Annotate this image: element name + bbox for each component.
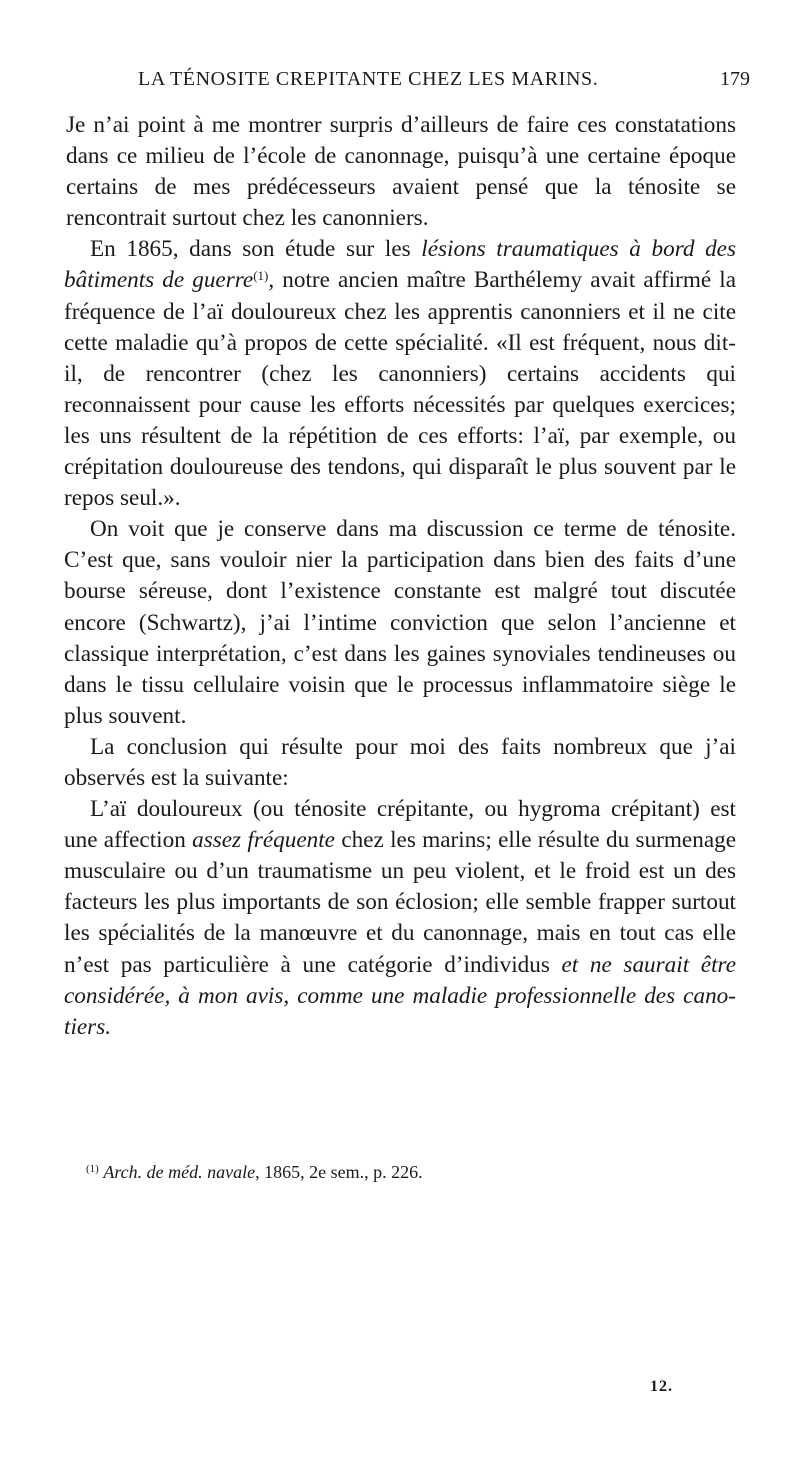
running-head bbox=[60, 68, 750, 102]
paragraph-2 bbox=[64, 234, 736, 514]
signature-mark: 12. bbox=[650, 1378, 673, 1395]
paragraph-5-italic-a: assez fréquente bbox=[192, 827, 335, 854]
footnote-source: Arch. de méd. navale bbox=[103, 1162, 256, 1182]
paragraph-3: On voit que je conserve dans ma discussion ce terme de ténosite. C’est que, sans vouloir nier la participation dans bien des faits d’une bourse séreuse, dont l’existence constante est malgré tout discutée encore (Schwartz), j’ai l’intime conviction que selon l’ancienne et classique interprétation, c’est dans les gaines synoviales tendineuses ou dans le tissu cellulaire voisin que le processus inflammatoire siège le plus souvent. bbox=[64, 516, 736, 729]
body-text bbox=[64, 110, 736, 1043]
paragraph-2-text-b: , notre ancien maître Barthélemy avait affirmé la fréquence de l’aï douloureux chez les apprentis canonniers et il ne cite cette maladie qu’à propos de cette spécialité. «Il est fréquent, nous dit-il, de rencontrer (chez les canonniers) certains accidents qui reconnaissent pour cause les efforts nécessités par quelques exercices; les uns résultent de la répétition de ces efforts: l’aï, par exemple, ou crépitation douloureuse des tendons, qui disparaît le plus souvent par le repos seul.». bbox=[64, 267, 736, 512]
running-title: LA TÉNOSITE CREPITANTE CHEZ LES MARINS. bbox=[138, 68, 599, 90]
footnote bbox=[86, 1160, 726, 1184]
footnote-reference: (1) bbox=[253, 268, 269, 284]
page-number: 179 bbox=[720, 68, 750, 90]
paragraph-1: Je n’ai point à me montrer surpris d’ailleurs de faire ces constatations dans ce milieu de l’école de canonnage, puisqu’à une certaine époque certains de mes prédécesseurs avaient pensé que la ténosite se rencontrait surtout chez les canonniers. bbox=[66, 112, 736, 232]
paragraph-5-text-a: L’aï douloureux (ou ténosite crépitante, ou hygroma crépitant) est une affection bbox=[64, 796, 736, 854]
footnote-details: , 1865, 2e sem., p. 226. bbox=[255, 1162, 423, 1182]
paragraph-2-text-a: En 1865, dans son étude sur les bbox=[90, 236, 422, 263]
footnote-marker: (1) bbox=[86, 1163, 99, 1175]
paragraph-5 bbox=[64, 794, 736, 1043]
paragraph-5-italic-b: et ne saurait être considérée, à mon avis, comme une maladie professionnelle des canotiers. bbox=[64, 951, 736, 1040]
paragraph-2-italic-title: lésions traumatiques à bord des bâtiments de guerre bbox=[64, 236, 736, 294]
paragraph-4: La conclusion qui résulte pour moi des faits nombreux que j’ai observés est la suivante: bbox=[64, 733, 736, 791]
paragraph-5-text-b: chez les marins; elle résulte du surmenage musculaire ou d’un traumatisme un peu violent, et le froid est un des facteurs les plus importants de son éclosion; elle semble frapper surtout les spécialités de la manœuvre et du canonnage, mais en tout cas elle n’est pas particulière à une catégorie d’individus bbox=[64, 827, 736, 978]
